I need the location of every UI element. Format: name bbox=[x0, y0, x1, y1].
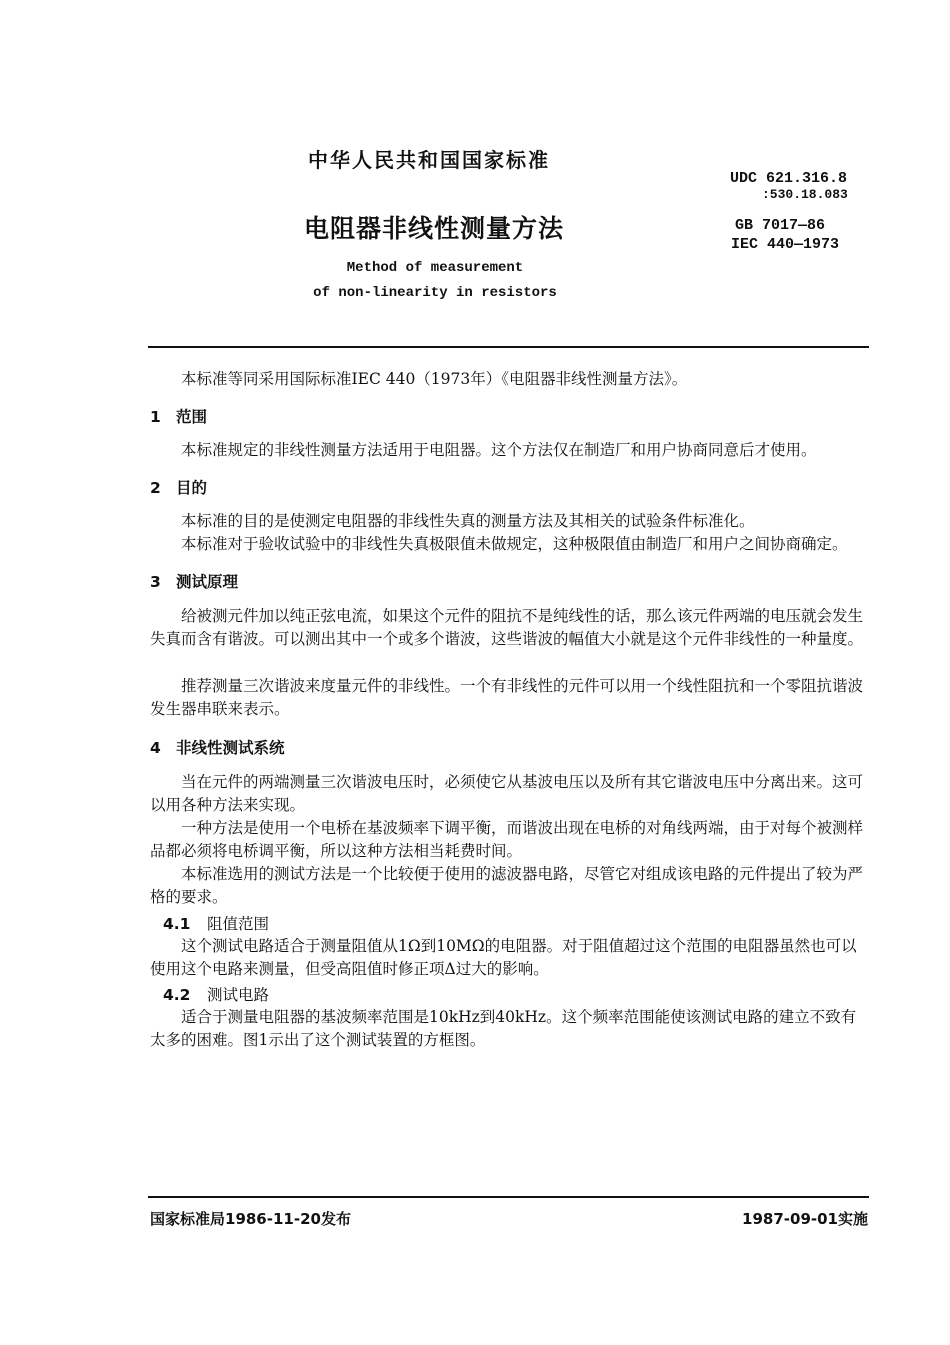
udc-code-continued: :530.18.083 bbox=[762, 187, 848, 202]
section-4-2-heading bbox=[163, 983, 269, 1005]
document-title-en-line1: Method of measurement bbox=[346, 260, 524, 276]
document-title-zh: 电阻器非线性测量方法 bbox=[304, 214, 565, 243]
section-4-1-paragraph: 这个测试电路适合于测量阻值从1Ω到10MΩ的电阻器。对于阻值超过这个范围的电阻器虽然也可以使用这个电路来测量，但受高阻值时修正项Δ过大的影响。 bbox=[150, 937, 857, 978]
section-number: 3 bbox=[150, 573, 161, 591]
section-number: 1 bbox=[150, 408, 161, 426]
header-divider bbox=[148, 346, 869, 348]
section-4-heading bbox=[150, 736, 285, 758]
document-title-en-line2: of non-linearity in resistors bbox=[313, 285, 557, 301]
section-2-paragraph-2: 本标准对于验收试验中的非线性失真极限值未做规定，这种极限值由制造厂和用户之间协商确定。 bbox=[181, 535, 848, 553]
section-4-paragraph-1: 当在元件的两端测量三次谐波电压时，必须使它从基波电压以及所有其它谐波电压中分离出来。这可以用各种方法来实现。 bbox=[150, 773, 864, 814]
effective-date: 1987-09-01实施 bbox=[742, 1210, 868, 1228]
section-title: 测试原理 bbox=[176, 573, 239, 591]
section-title: 测试电路 bbox=[207, 986, 270, 1004]
national-standard-heading: 中华人民共和国国家标准 bbox=[308, 148, 550, 172]
section-title: 非线性测试系统 bbox=[176, 739, 285, 757]
section-2-paragraph-1: 本标准的目的是使测定电阻器的非线性失真的测量方法及其相关的试验条件标准化。 bbox=[181, 512, 755, 530]
section-title: 范围 bbox=[176, 408, 208, 426]
section-1-paragraph: 本标准规定的非线性测量方法适用于电阻器。这个方法仅在制造厂和用户协商同意后才使用。 bbox=[181, 441, 817, 459]
gb-standard-number: GB 7017—86 bbox=[735, 217, 826, 234]
section-4-2-paragraph: 适合于测量电阻器的基波频率范围是10kHz到40kHz。这个频率范围能使该测试电路的建立不致有太多的困难。图1示出了这个测试装置的方框图。 bbox=[150, 1008, 857, 1049]
section-number: 2 bbox=[150, 479, 161, 497]
issue-date: 国家标准局1986-11-20发布 bbox=[150, 1210, 351, 1228]
section-1-heading bbox=[150, 405, 207, 427]
section-3-heading bbox=[150, 570, 238, 592]
section-4-1-heading bbox=[163, 912, 269, 934]
section-4-paragraph-2: 一种方法是使用一个电桥在基波频率下调平衡，而谐波出现在电桥的对角线两端，由于对每个被测样品都必须将电桥调平衡，所以这种方法相当耗费时间。 bbox=[150, 819, 864, 860]
section-number: 4.1 bbox=[163, 915, 191, 933]
udc-code: UDC 621.316.8 bbox=[730, 170, 848, 187]
section-number: 4 bbox=[150, 739, 161, 757]
section-2-heading bbox=[150, 476, 207, 498]
section-title: 阻值范围 bbox=[207, 915, 270, 933]
section-number: 4.2 bbox=[163, 986, 191, 1004]
iec-standard-number: IEC 440—1973 bbox=[731, 236, 840, 253]
section-3-paragraph-2: 推荐测量三次谐波来度量元件的非线性。一个有非线性的元件可以用一个线性阻抗和一个零阻抗谐波发生器串联来表示。 bbox=[150, 677, 864, 718]
section-4-paragraph-3: 本标准选用的测试方法是一个比较便于使用的滤波器电路，尽管它对组成该电路的元件提出了较为严格的要求。 bbox=[150, 865, 864, 906]
section-title: 目的 bbox=[176, 479, 208, 497]
footer-divider bbox=[148, 1196, 869, 1198]
intro-paragraph: 本标准等同采用国际标准IEC 440（1973年）《电阻器非线性测量方法》。 bbox=[181, 370, 688, 388]
section-3-paragraph-1: 给被测元件加以纯正弦电流，如果这个元件的阻抗不是纯线性的话，那么该元件两端的电压就会发生失真而含有谐波。可以测出其中一个或多个谐波，这些谐波的幅值大小就是这个元件非线性的一种量度。 bbox=[150, 607, 864, 648]
